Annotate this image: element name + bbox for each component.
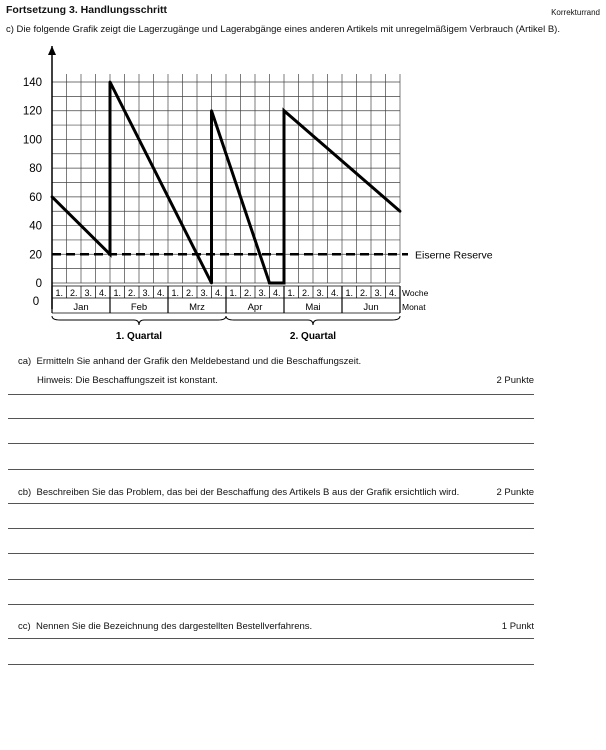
week-label: 2. [301, 288, 310, 298]
question-cc [18, 621, 312, 632]
answer-line[interactable] [8, 604, 534, 605]
week-label: 4. [388, 288, 397, 298]
week-label: 3. [316, 288, 325, 298]
answer-line[interactable] [8, 418, 534, 419]
question-cc-points: 1 Punkt [501, 621, 534, 632]
stock-point [210, 109, 213, 112]
week-label: 2. [243, 288, 252, 298]
y-tick-label: 140 [22, 77, 42, 89]
intro-text: c) Die folgende Grafik zeigt die Lagerzugänge und Lagerabgänge eines anderen Artikels mit unregelmäßigem Verbrauch (Artikel B). [6, 24, 560, 35]
week-label: 3. [258, 288, 267, 298]
month-axis-label: Monat [402, 302, 426, 312]
y-axis-arrow-icon [48, 46, 56, 55]
week-label: 1. [287, 288, 296, 298]
stock-point [210, 282, 213, 285]
answer-line[interactable] [8, 579, 534, 580]
question-cb-label: cb) [18, 487, 32, 498]
week-label: 3. [200, 288, 209, 298]
month-label: Jun [363, 302, 379, 313]
question-ca-text: Ermitteln Sie anhand der Grafik den Meldebestand und die Beschaffungszeit. [36, 356, 362, 367]
week-label: 2. [127, 288, 136, 298]
stock-point [268, 282, 271, 285]
quarter-brace [52, 316, 226, 325]
page-title: Fortsetzung 3. Handlungsschritt [6, 4, 168, 16]
question-cb [18, 487, 459, 498]
question-ca [18, 356, 361, 367]
month-label: Mrz [189, 302, 205, 313]
answer-line[interactable] [8, 443, 534, 444]
y-tick-label: 100 [22, 134, 42, 147]
week-label: 1. [55, 288, 64, 298]
week-label: 4. [98, 288, 107, 298]
margin-label: Korrekturrand [551, 8, 600, 17]
answer-line[interactable] [8, 638, 534, 639]
month-label: Mai [305, 302, 321, 313]
question-ca-points: 2 Punkte [496, 375, 534, 386]
question-cb-text: Beschreiben Sie das Problem, das bei der Beschaffung des Artikels B aus der Grafik ersichtlich wird. [36, 487, 460, 498]
week-label: 1. [171, 288, 180, 298]
week-label: 1. [229, 288, 238, 298]
week-label: 3. [142, 288, 151, 298]
stock-point [283, 109, 286, 112]
week-axis-label: Woche [402, 288, 429, 298]
week-label: 2. [359, 288, 368, 298]
answer-line[interactable] [8, 503, 534, 504]
answer-line[interactable] [8, 469, 534, 470]
stock-point [109, 81, 112, 84]
y-tick-label: 120 [22, 105, 42, 118]
stock-point [283, 282, 286, 285]
quarter-brace [226, 316, 400, 325]
week-label: 4. [272, 288, 281, 298]
answer-line[interactable] [8, 664, 534, 665]
quarter-label: 2. Quartal [289, 331, 337, 342]
week-label: 3. [84, 288, 93, 298]
y-tick-label: 80 [29, 163, 42, 176]
week-label: 1. [345, 288, 354, 298]
week-label: 1. [113, 288, 122, 298]
week-label: 4. [330, 288, 339, 298]
origin-label: 0 [32, 296, 40, 308]
y-tick-label: 20 [29, 249, 42, 262]
question-ca-hint: Hinweis: Die Beschaffungszeit ist konstant. [37, 375, 218, 386]
question-cc-label: cc) [18, 621, 31, 632]
stock-point [51, 195, 54, 198]
answer-line[interactable] [8, 553, 534, 554]
month-label: Jan [73, 302, 89, 313]
answer-line[interactable] [8, 528, 534, 529]
reserve-label: Eiserne Reserve [415, 249, 493, 262]
answer-line[interactable] [8, 394, 534, 395]
week-label: 4. [156, 288, 165, 298]
week-label: 4. [214, 288, 223, 298]
month-label: Apr [247, 302, 263, 313]
stock-chart [0, 38, 606, 348]
question-ca-label: ca) [18, 356, 32, 367]
y-tick-label: 40 [29, 220, 42, 233]
week-label: 3. [374, 288, 383, 298]
quarter-label: 1. Quartal [115, 331, 163, 342]
stock-point [109, 253, 112, 256]
y-tick-label: 0 [35, 278, 42, 290]
y-tick-label: 60 [29, 191, 42, 204]
week-label: 2. [185, 288, 194, 298]
stock-point [399, 210, 402, 213]
question-cc-text: Nennen Sie die Bezeichnung des dargestellten Bestellverfahrens. [35, 621, 313, 632]
week-label: 2. [69, 288, 78, 298]
month-label: Feb [130, 302, 148, 313]
question-cb-points: 2 Punkte [496, 487, 534, 498]
